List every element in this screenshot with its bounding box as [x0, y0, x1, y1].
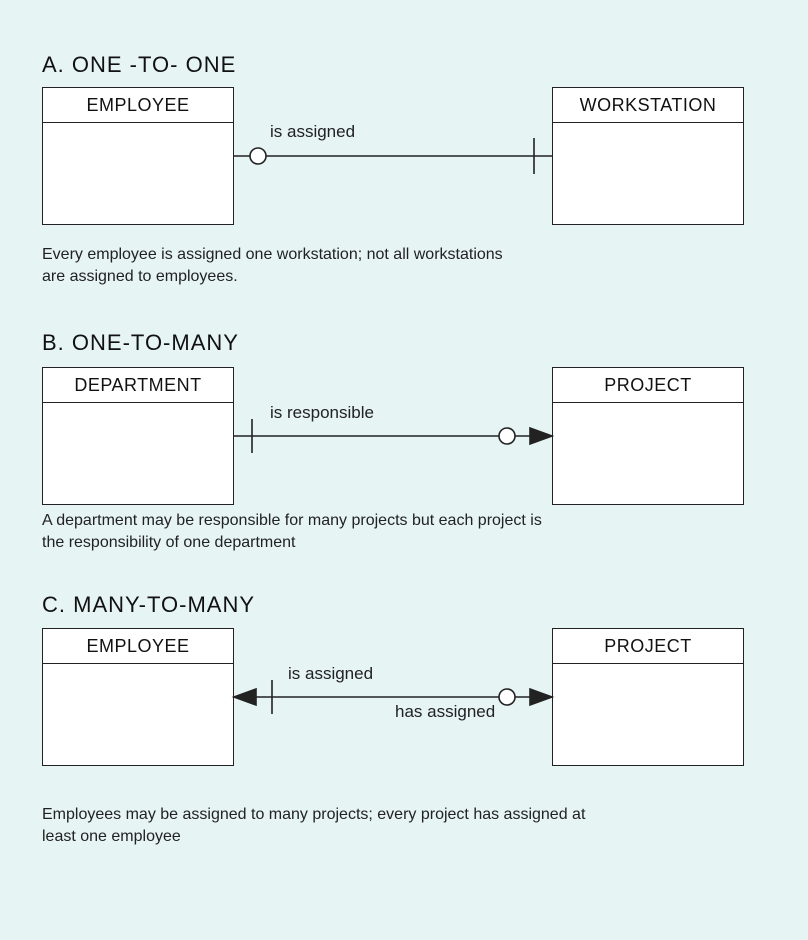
- entity-workstation-name: WORKSTATION: [553, 88, 743, 123]
- section-b-title: B. ONE-TO-MANY: [42, 330, 239, 355]
- many-arrow-icon: [234, 689, 256, 705]
- optional-circle-icon: [499, 428, 515, 444]
- caption-a-line2: are assigned to employees.: [42, 268, 238, 285]
- entity-employee-c-name: EMPLOYEE: [43, 629, 233, 664]
- caption-c-line1: Employees may be assigned to many projects; every project has assigned at: [42, 806, 586, 823]
- optional-circle-icon: [250, 148, 266, 164]
- entity-project-c-name: PROJECT: [553, 629, 743, 664]
- connector-c: [234, 680, 552, 714]
- relationship-label-c-reverse: has assigned: [395, 702, 496, 721]
- caption-b-line2: the responsibility of one department: [42, 534, 296, 551]
- relationship-label-a: is assigned: [270, 122, 356, 141]
- caption-c-line2: least one employee: [42, 828, 181, 845]
- optional-circle-icon: [499, 689, 515, 705]
- caption-a-line1: Every employee is assigned one workstation; not all workstations: [42, 246, 503, 263]
- many-arrow-icon: [530, 428, 552, 444]
- connector-a: [234, 138, 552, 174]
- entity-project-b-name: PROJECT: [553, 368, 743, 403]
- section-a-title: A. ONE -TO- ONE: [42, 52, 237, 77]
- entity-department-name: DEPARTMENT: [43, 368, 233, 403]
- relationship-label-b: is responsible: [270, 403, 374, 422]
- connector-b: [234, 419, 552, 453]
- relationship-label-c-forward: is assigned: [288, 664, 374, 683]
- entity-employee-a-name: EMPLOYEE: [43, 88, 233, 123]
- many-arrow-icon: [530, 689, 552, 705]
- section-c-title: C. MANY-TO-MANY: [42, 592, 256, 617]
- caption-b-line1: A department may be responsible for many projects but each project is: [42, 512, 542, 529]
